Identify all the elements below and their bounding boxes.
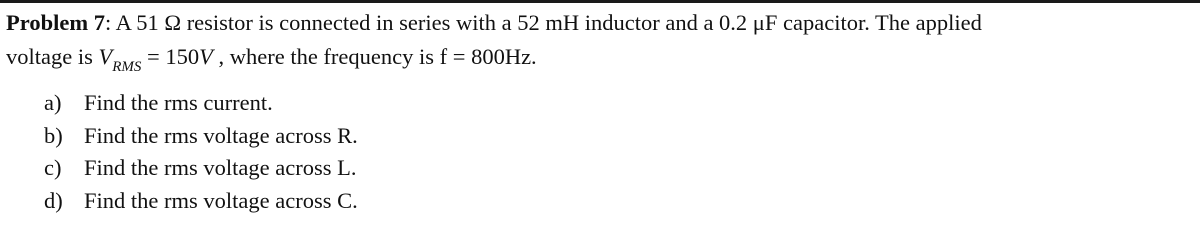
voltage-symbol: V <box>98 44 113 69</box>
question-letter: c) <box>44 155 62 180</box>
question-item-b <box>44 120 358 153</box>
question-item-a <box>44 87 358 120</box>
problem-text-1: : A 51 Ω resistor is connected in series with a 52 mH inductor and a 0.2 μF capacitor. The applied <box>104 10 982 35</box>
question-text: Find the rms voltage across L. <box>84 155 357 180</box>
question-letter: b) <box>44 122 63 148</box>
voltage-equals-value: = 150 <box>141 44 200 69</box>
problem-line-1 <box>6 6 1196 40</box>
question-letter: a) <box>44 90 62 115</box>
question-text: Find the rms current. <box>84 90 273 115</box>
top-rule <box>0 0 1200 3</box>
question-letter: d) <box>44 187 63 213</box>
problem-line-2 <box>6 40 1196 77</box>
problem-statement <box>6 6 1196 77</box>
problem-label: Problem 7 <box>6 10 105 35</box>
question-list <box>44 87 358 217</box>
voltage-unit: V <box>199 44 213 69</box>
question-text: Find the rms voltage across C. <box>84 187 358 213</box>
frequency-text: , where the frequency is f = 800Hz. <box>212 44 537 69</box>
voltage-subscript: RMS <box>112 59 142 75</box>
voltage-prefix: voltage is <box>6 44 99 69</box>
question-item-d <box>44 185 358 218</box>
question-item-c <box>44 152 358 185</box>
question-text: Find the rms voltage across R. <box>84 122 358 148</box>
